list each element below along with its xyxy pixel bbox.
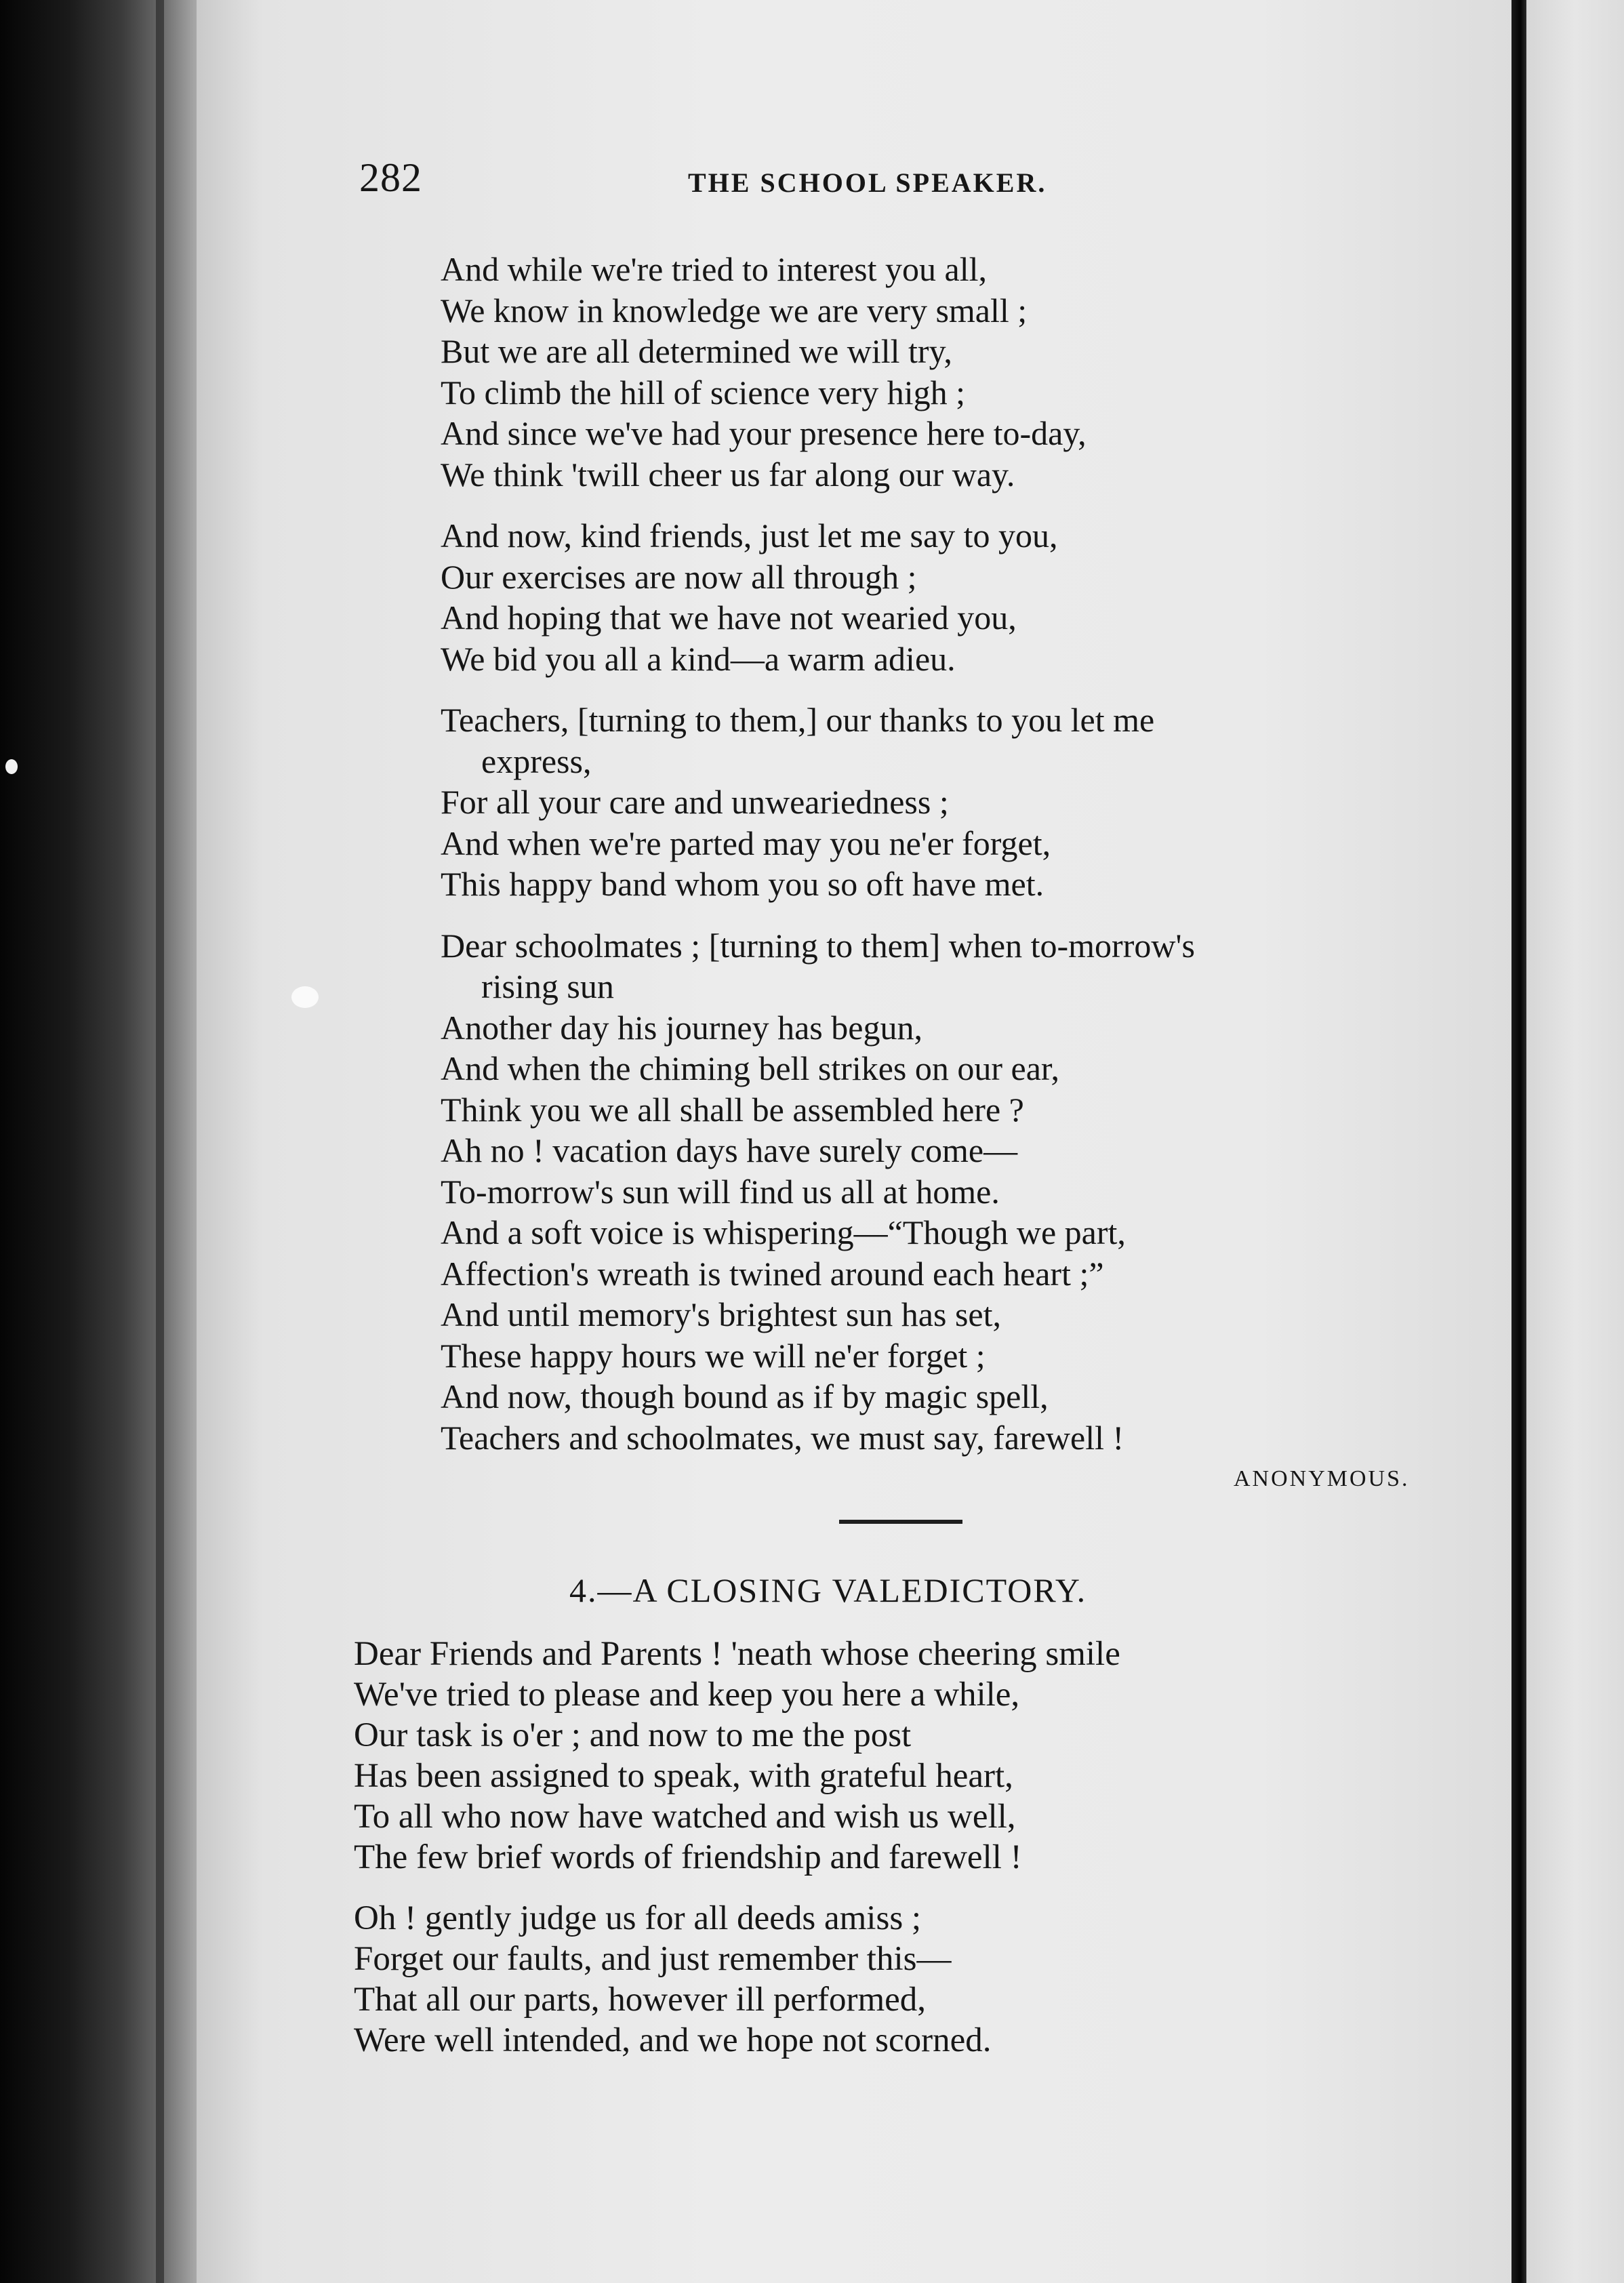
poem-line: Were well intended, and we hope not scorned.	[354, 2021, 992, 2059]
stanza	[0, 515, 1356, 679]
stanza	[0, 249, 1356, 495]
valedictory-poem	[0, 1634, 1356, 2081]
poem-line: These happy hours we will ne'er forget ;	[441, 1336, 986, 1375]
attribution: ANONYMOUS.	[1234, 1466, 1410, 1491]
poem-line: And since we've had your presence here to-day,	[441, 414, 1087, 452]
stanza	[0, 1634, 1356, 1878]
poem-line: Oh ! gently judge us for all deeds amiss ;	[354, 1899, 922, 1937]
poem-line: Has been assigned to speak, with grateful heart,	[354, 1757, 1013, 1795]
poem-line: To all who now have watched and wish us well,	[354, 1798, 1016, 1836]
poem-line: Dear schoolmates ; [turning to them] when to-morrow's	[441, 926, 1195, 965]
poem-line: And now, kind friends, just let me say to you,	[441, 517, 1058, 554]
poem-line: And while we're tried to interest you all,	[441, 250, 988, 288]
continued-poem	[0, 249, 1356, 1478]
poem-line: But we are all determined we will try,	[441, 332, 952, 370]
poem-line: Affection's wreath is twined around each heart ;”	[441, 1254, 1104, 1293]
poem-line: Our task is o'er ; and now to me the post	[354, 1716, 912, 1754]
poem-line: Teachers and schoolmates, we must say, farewell !	[441, 1418, 1124, 1457]
poem-line: Forget our faults, and just remember this—	[354, 1940, 952, 1978]
stanza	[0, 1898, 1356, 2061]
stanza	[0, 925, 1356, 1459]
poem-line: To climb the hill of science very high ;	[441, 373, 966, 411]
poem-line: Think you we all shall be assembled here ?	[441, 1090, 1024, 1129]
poem-line: For all your care and unweariedness ;	[441, 783, 949, 821]
stanza	[0, 700, 1356, 905]
poem-line: Another day his journey has begun,	[441, 1008, 922, 1047]
poem-line: And a soft voice is whispering—“Though we part,	[441, 1213, 1126, 1251]
poem-line: And until memory's brightest sun has set,	[441, 1295, 1002, 1333]
poem-line-continuation: express,	[481, 742, 592, 780]
poem-line-continuation: rising sun	[481, 967, 614, 1005]
poem-line: And now, though bound as if by magic spell,	[441, 1377, 1049, 1415]
poem-line: We bid you all a kind—a warm adieu.	[441, 639, 956, 678]
next-page-edge	[1526, 0, 1624, 2283]
running-head: THE SCHOOL SPEAKER.	[688, 167, 1047, 198]
poem-line: Our exercises are now all through ;	[441, 557, 917, 596]
poem-line: And hoping that we have not wearied you,	[441, 599, 1017, 637]
poem-line: And when we're parted may you ne'er forget,	[441, 824, 1051, 862]
page-number: 282	[359, 155, 422, 200]
section-title: 4.—A CLOSING VALEDICTORY.	[569, 1571, 1087, 1609]
poem-line: And when the chiming bell strikes on our ear,	[441, 1049, 1060, 1087]
poem-line: We've tried to please and keep you here a while,	[354, 1676, 1020, 1714]
poem-line: We think 'twill cheer us far along our way.	[441, 455, 1015, 493]
section-rule	[839, 1520, 962, 1524]
page-divider	[1511, 0, 1526, 2283]
poem-line: The few brief words of friendship and farewell !	[354, 1838, 1022, 1876]
poem-line: We know in knowledge we are very small ;	[441, 291, 1028, 329]
poem-line: Teachers, [turning to them,] our thanks to you let me	[441, 701, 1155, 739]
poem-line: This happy band whom you so oft have met.	[441, 865, 1044, 903]
poem-line: Ah no ! vacation days have surely come—	[441, 1131, 1018, 1169]
poem-line: Dear Friends and Parents ! 'neath whose cheering smile	[354, 1635, 1120, 1673]
poem-line: That all our parts, however ill performed,	[354, 1981, 927, 2019]
poem-line: To-morrow's sun will find us all at home.	[441, 1172, 1000, 1211]
